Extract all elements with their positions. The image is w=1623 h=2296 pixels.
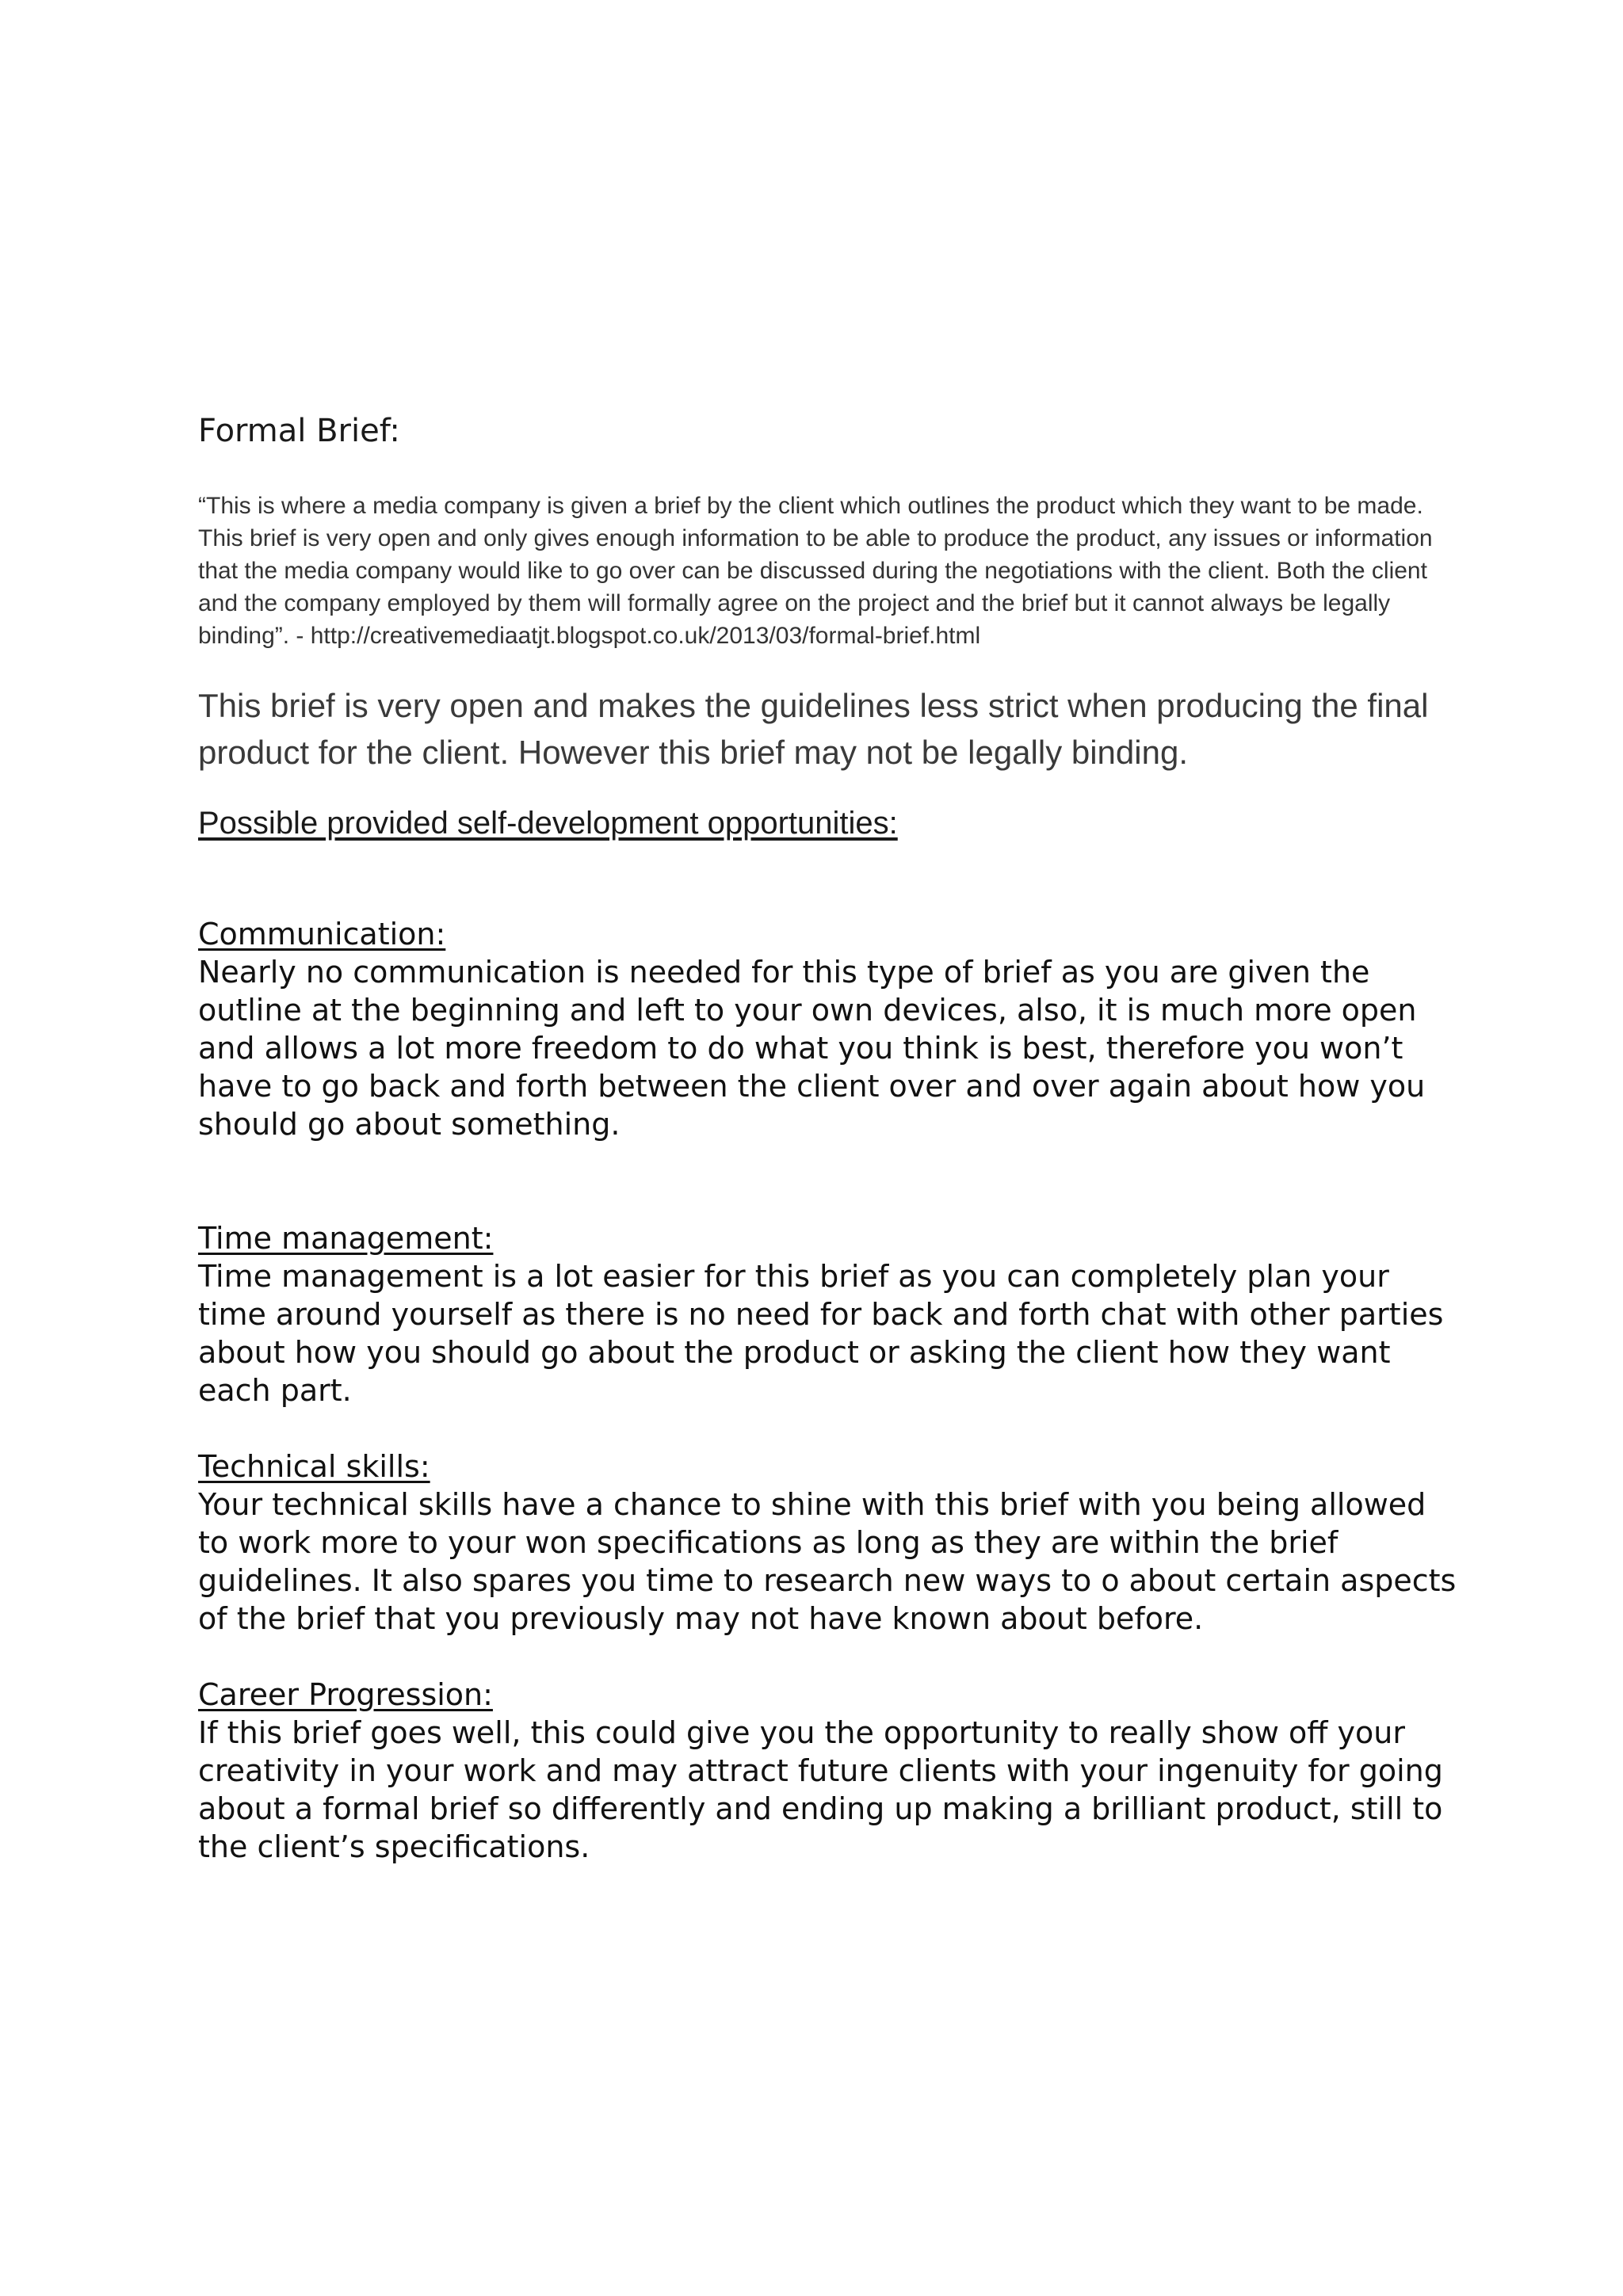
section-body: If this brief goes well, this could give you the opportunity to really show off your creativity in your work and may attract future clients with your ingenuity for going about a formal brief so differently and ending up making a brilliant product, still to the client’s specifications. [198, 1715, 1443, 1864]
section-heading: Technical skills: [198, 1449, 430, 1484]
section-body: Time management is a lot easier for this brief as you can completely plan your time around yourself as there is no need for back and forth chat with other parties about how you should go about the product or asking the client how they want each part. [198, 1259, 1444, 1408]
section-heading: Time management: [198, 1221, 494, 1256]
section-body: Nearly no communication is needed for this type of brief as you are given the outline at the beginning and left to your own devices, also, it is much more open and allows a lot more freedom to do what you think is best, therefore you won’t have to go back and forth between the client over and over again about how you should go about something. [198, 955, 1426, 1142]
opportunities-heading: Possible provided self-development opportunities: [198, 806, 898, 841]
document-title: Formal Brief: [198, 413, 400, 449]
section-time-management [198, 1219, 1458, 1409]
section-heading: Career Progression: [198, 1677, 493, 1712]
section-body: Your technical skills have a chance to shine with this brief with you being allowed to work more to your won specifications as long as they are within the brief guidelines. It also spares you time to research new ways to o about certain aspects of the brief that you previously may not have known about before. [198, 1487, 1457, 1636]
summary-paragraph: This brief is very open and makes the guidelines less strict when producing the final product for the client. However this brief may not be legally binding. [198, 687, 1429, 771]
quoted-definition: “This is where a media company is given a brief by the client which outlines the product which they want to be made. This brief is very open and only gives enough information to be able to produce the product, any issues or information that the media company would like to go over can be discussed during the negotiations with the client. Both the client and the company employed by them will formally agree on the project and the brief but it cannot always be legally binding”. - http://creativemediaatjt.blogspot.co.uk/2013/03/formal-brief.html [198, 493, 1433, 649]
section-communication [198, 915, 1458, 1143]
section-career-progression [198, 1676, 1458, 1866]
document-content [198, 412, 1458, 1866]
section-heading: Communication: [198, 917, 446, 952]
section-technical-skills [198, 1447, 1458, 1638]
